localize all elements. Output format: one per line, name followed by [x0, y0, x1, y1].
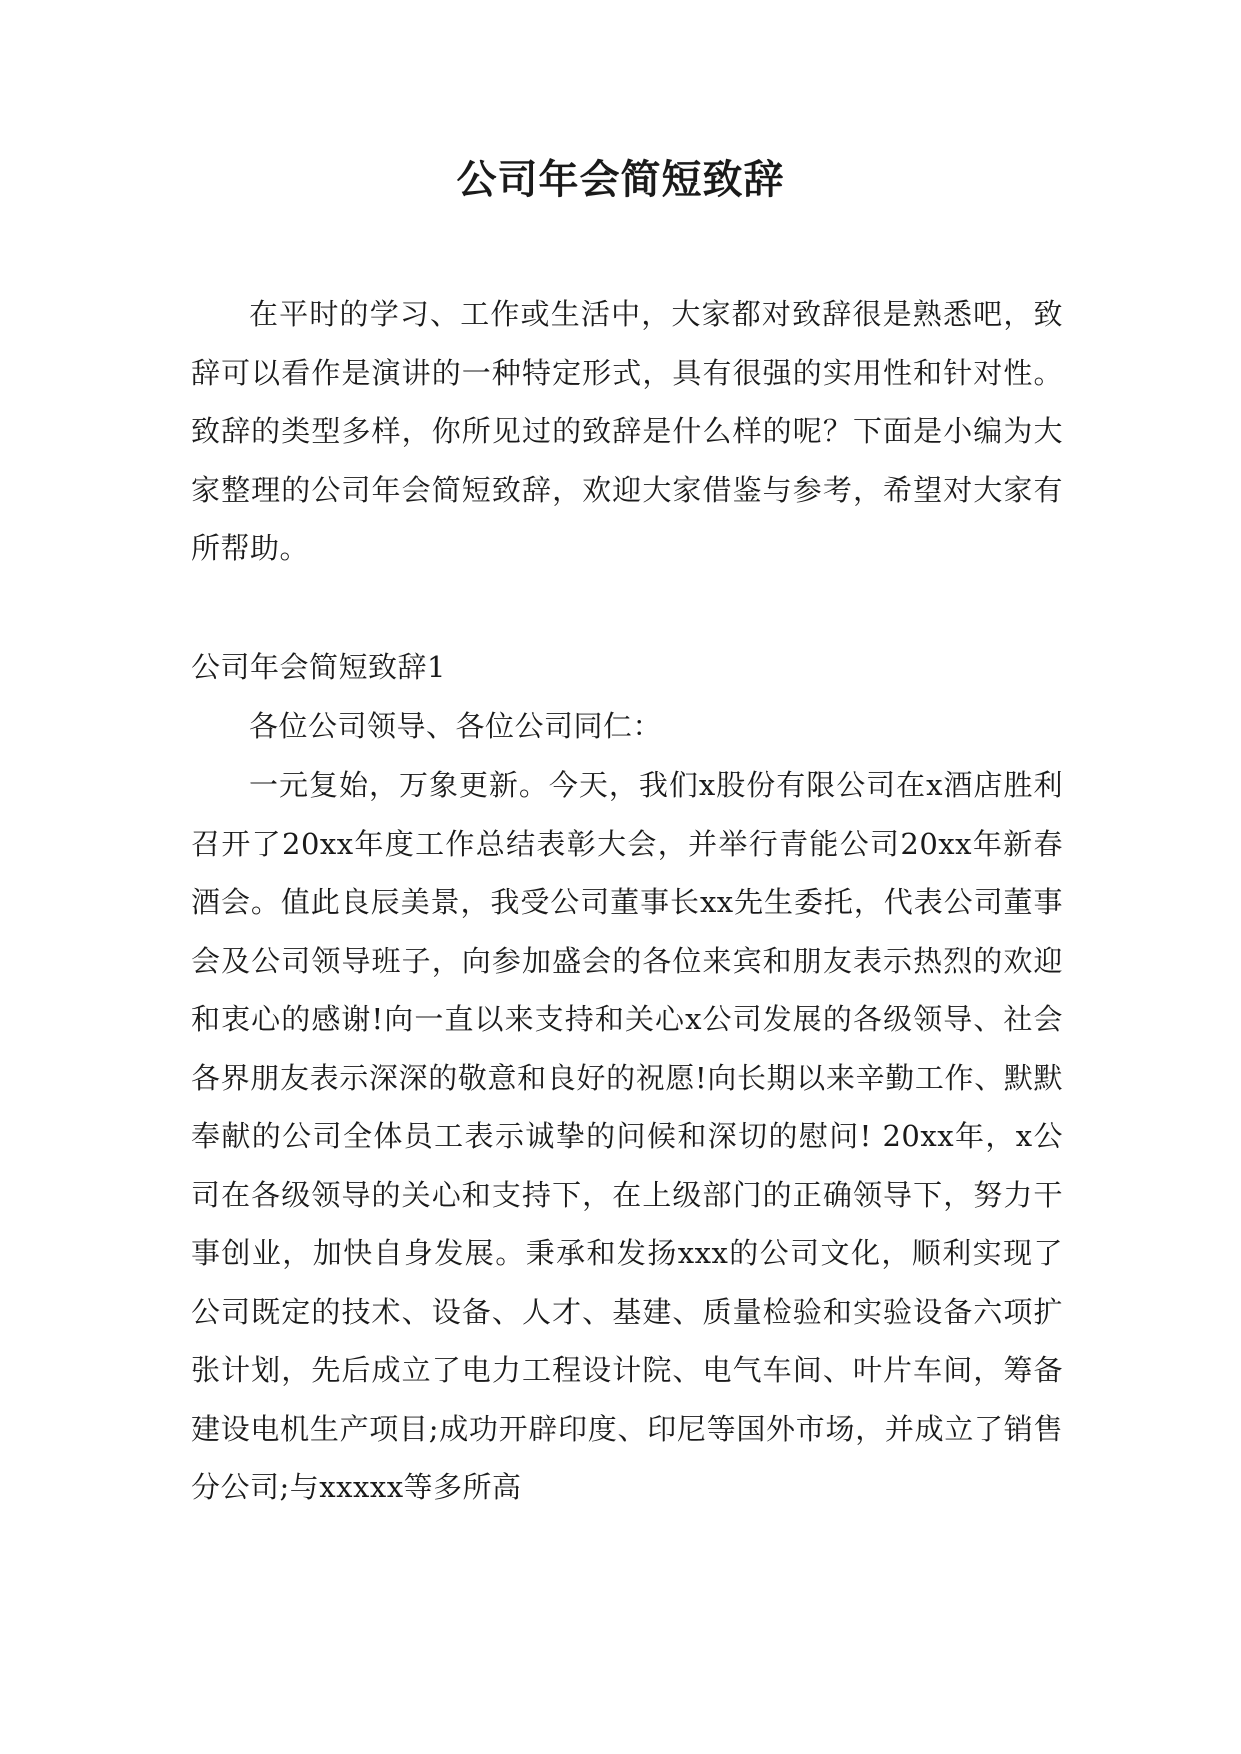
- speech-body-paragraph: 一元复始，万象更新。今天，我们x股份有限公司在x酒店胜利召开了20xx年度工作总结表彰大会，并举行青能公司20xx年新春酒会。值此良辰美景，我受公司董事长xx先生委托，代表公司董事会及公司领导班子，向参加盛会的各位来宾和朋友表示热烈的欢迎和衷心的感谢!向一直以来支持和关心x公司发展的各级领导、社会各界朋友表示深深的敬意和良好的祝愿!向长期以来辛勤工作、默默奉献的公司全体员工表示诚挚的问候和深切的慰问! 20xx年，x公司在各级领导的关心和支持下，在上级部门的正确领导下，努力干事创业，加快自身发展。秉承和发扬xxx的公司文化，顺利实现了公司既定的技术、设备、人才、基建、质量检验和实验设备六项扩张计划，先后成立了电力工程设计院、电气车间、叶片车间，筹备建设电机生产项目;成功开辟印度、印尼等国外市场，并成立了销售分公司;与xxxxx等多所高: [191, 768, 1063, 1504]
- section-heading: 公司年会简短致辞1: [191, 650, 446, 684]
- greeting-paragraph: 各位公司领导、各位公司同仁：: [249, 709, 663, 743]
- intro-paragraph: 在平时的学习、工作或生活中，大家都对致辞很是熟悉吧，致辞可以看作是演讲的一种特定形式，具有很强的实用性和针对性。致辞的类型多样，你所见过的致辞是什么样的呢？下面是小编为大家整理的公司年会简短致辞，欢迎大家借鉴与参考，希望对大家有所帮助。: [191, 297, 1063, 565]
- document-title: 公司年会简短致辞: [456, 157, 785, 203]
